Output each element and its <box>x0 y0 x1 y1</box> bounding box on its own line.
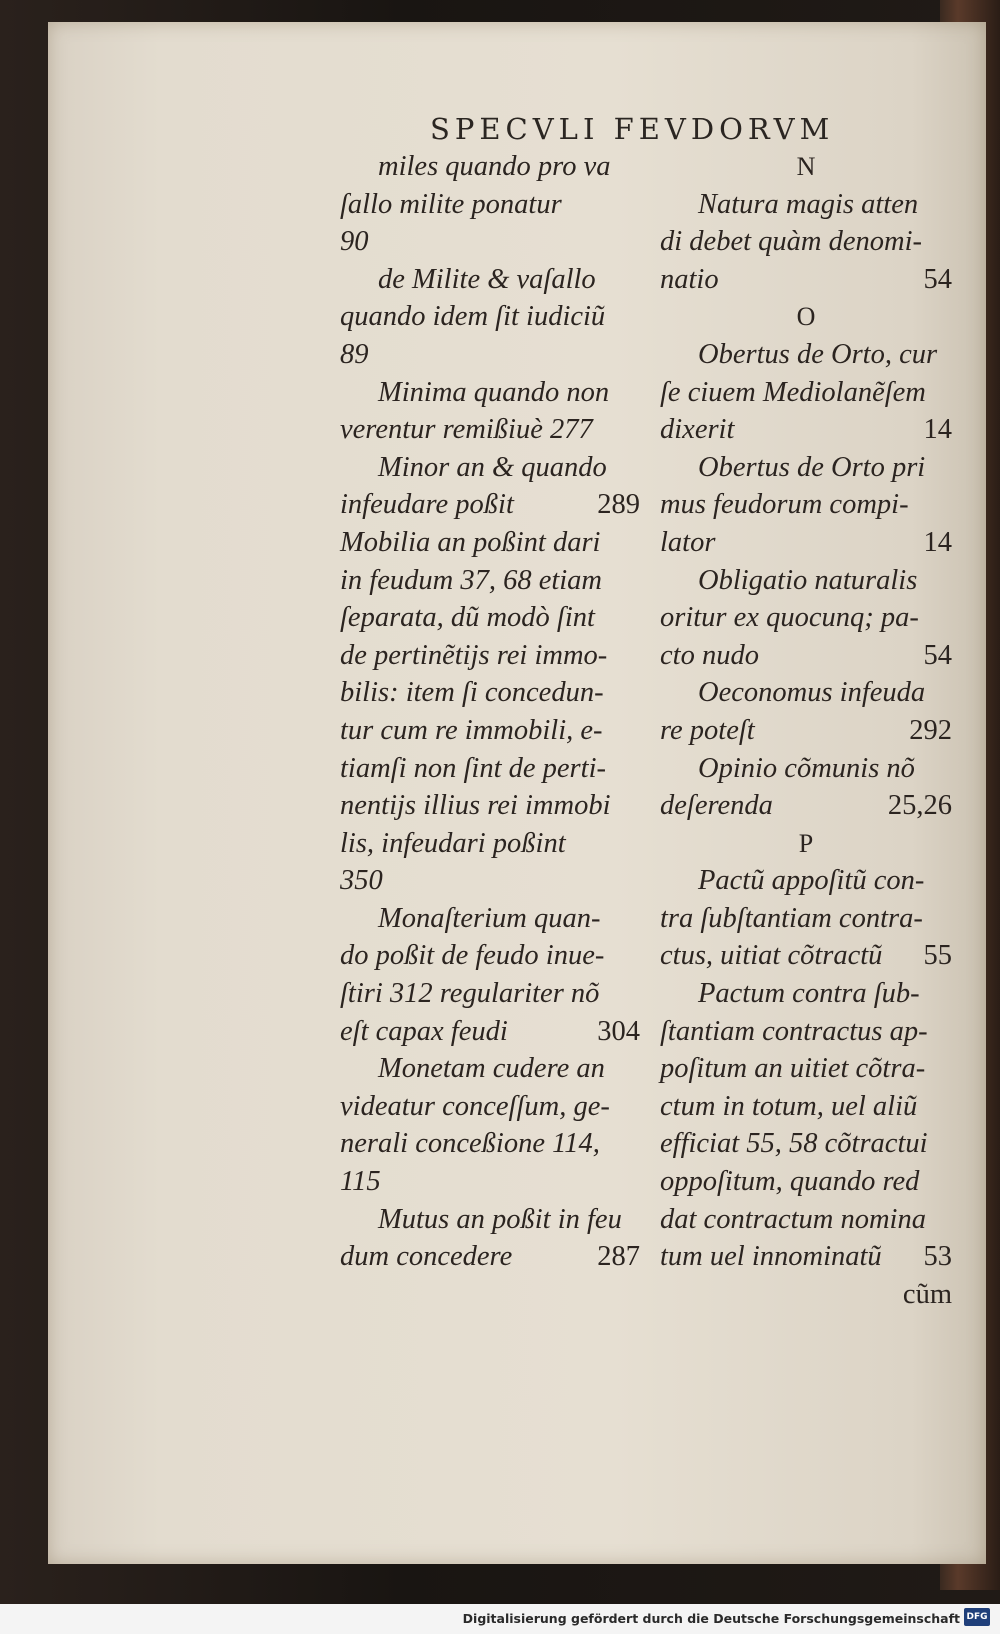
index-line <box>660 674 952 712</box>
index-line <box>340 449 640 487</box>
index-line-text: ſallo milite ponatur <box>340 188 562 220</box>
index-line-text: Mutus an poßit in feu <box>378 1203 622 1235</box>
index-line-text: ſe ciuem Mediolanẽſem <box>660 376 926 408</box>
index-line <box>340 1050 640 1088</box>
right-index-column <box>660 148 952 1313</box>
index-line-text: Minima quando non <box>378 376 610 408</box>
index-line <box>340 937 640 975</box>
index-line-text: Pactũ appoſitũ con- <box>698 865 925 897</box>
index-line-text: mus feudorum compi- <box>660 489 909 521</box>
index-line <box>340 524 640 562</box>
index-line-text: de pertinẽtijs rei immo- <box>340 639 608 671</box>
index-line-text: in feudum 37, 68 etiam <box>340 564 603 596</box>
index-line <box>340 261 640 299</box>
index-line-text: ſtantiam contractus ap- <box>660 1015 928 1047</box>
index-line <box>660 1276 952 1314</box>
index-line-text: infeudare poßit <box>340 489 514 521</box>
index-line-text: videatur conceſſum, ge- <box>340 1090 610 1122</box>
index-line-text: 89 <box>340 338 369 370</box>
index-line-text: lator <box>660 526 716 558</box>
page-reference: 14 <box>923 414 952 446</box>
index-line-text: P <box>798 828 814 858</box>
index-line-text: cto nudo <box>660 639 759 671</box>
index-line-text: do poßit de feudo inue- <box>340 940 605 972</box>
page-reference: 304 <box>597 1015 640 1047</box>
index-line <box>340 486 640 524</box>
page-reference: 54 <box>923 263 952 295</box>
running-title: SPECVLI FEVDORVM <box>430 112 835 146</box>
index-line <box>340 298 640 336</box>
section-letter <box>660 825 952 863</box>
index-line <box>340 900 640 938</box>
index-line <box>660 750 952 788</box>
index-line-text: deſerenda <box>660 790 773 822</box>
index-line <box>340 862 640 900</box>
index-line <box>660 637 952 675</box>
index-line <box>340 599 640 637</box>
index-line <box>340 1201 640 1239</box>
index-line-text: Oeconomus infeuda <box>698 677 926 709</box>
page-reference: 54 <box>923 639 952 671</box>
index-line-text: re poteſt <box>660 714 755 746</box>
footer-credit: Digitalisierung gefördert durch die Deutsche Forschungsgemeinschaft <box>462 1611 960 1626</box>
index-line <box>340 336 640 374</box>
section-letter <box>660 298 952 336</box>
index-line-text: Obligatio naturalis <box>698 564 918 596</box>
index-line-text: ſeparata, dũ modò ſint <box>340 602 595 634</box>
index-line <box>660 1238 952 1276</box>
index-line <box>660 862 952 900</box>
index-line-text: Pactum contra ſub- <box>698 978 920 1010</box>
index-line <box>340 787 640 825</box>
index-line-text: di debet quàm denomi- <box>660 226 922 258</box>
page-reference: 14 <box>923 526 952 558</box>
index-line-text: miles quando pro va <box>378 151 611 182</box>
index-line <box>340 674 640 712</box>
index-line <box>340 148 640 186</box>
index-line <box>340 1013 640 1051</box>
index-line-text: verentur remißiuè 277 <box>340 414 593 446</box>
page-reference: 292 <box>909 714 952 746</box>
page-reference: 25,26 <box>887 790 952 822</box>
index-line-text: Mobilia an poßint dari <box>340 526 601 558</box>
index-line <box>340 1125 640 1163</box>
index-line <box>340 1163 640 1201</box>
index-line <box>660 1125 952 1163</box>
index-line-text: ſtiri 312 regulariter nõ <box>340 978 600 1010</box>
page-reference: 289 <box>597 489 640 521</box>
index-line <box>660 712 952 750</box>
section-letter <box>660 148 952 186</box>
index-line-text: O <box>796 302 816 332</box>
index-line <box>660 1013 952 1051</box>
index-line-text: quando idem ſit iudiciũ <box>340 301 606 333</box>
page-reference: cũm <box>902 1278 952 1310</box>
index-line-text: dum concedere <box>340 1241 513 1273</box>
index-line-text: nentijs illius rei immobi <box>340 790 611 822</box>
index-line-text: 90 <box>340 226 369 258</box>
index-line <box>660 1050 952 1088</box>
index-line <box>660 900 952 938</box>
index-line <box>660 261 952 299</box>
index-line-text: nerali conceßione 114, <box>340 1128 600 1160</box>
index-line-text: tum uel innominatũ <box>660 1241 882 1273</box>
index-line-text: 115 <box>340 1166 381 1198</box>
index-line-text: oritur ex quocunq; pa- <box>660 602 919 634</box>
index-line <box>340 374 640 412</box>
index-line-text: de Milite & vaſallo <box>378 263 596 295</box>
index-line-text: lis, infeudari poßint <box>340 827 566 859</box>
index-line-text: N <box>796 152 816 181</box>
index-line-text: efficiat 55, 58 cõtractui <box>660 1128 928 1160</box>
index-line <box>340 1238 640 1276</box>
index-line-text: tiamſi non ſint de perti- <box>340 752 606 784</box>
index-line <box>660 562 952 600</box>
index-line-text: Monetam cudere an <box>378 1053 605 1085</box>
left-index-column <box>340 148 640 1276</box>
index-line <box>660 1088 952 1126</box>
index-line-text: eſt capax feudi <box>340 1015 508 1047</box>
dfg-logo: DFG <box>964 1608 990 1626</box>
index-line <box>660 411 952 449</box>
index-line-text: bilis: item ſi concedun- <box>340 677 604 709</box>
index-line-text: tur cum re immobili, e- <box>340 714 603 746</box>
index-line <box>660 524 952 562</box>
index-line <box>340 975 640 1013</box>
index-line <box>340 712 640 750</box>
page-reference: 55 <box>923 940 952 972</box>
index-line-text: oppoſitum, quando red <box>660 1166 920 1198</box>
index-line-text: tra ſubſtantiam contra- <box>660 902 923 934</box>
index-line-text: Natura magis atten <box>698 188 919 220</box>
index-line <box>660 1201 952 1239</box>
index-line <box>660 449 952 487</box>
index-line <box>660 336 952 374</box>
page-reference: 287 <box>597 1241 640 1273</box>
index-line <box>340 223 640 261</box>
page-reference: 53 <box>923 1241 952 1273</box>
index-line-text: ctum in totum, uel aliũ <box>660 1090 918 1122</box>
index-line-text: Opinio cõmunis nõ <box>698 752 915 784</box>
index-line <box>340 1088 640 1126</box>
index-line <box>660 486 952 524</box>
index-line-text: natio <box>660 263 719 295</box>
index-line-text: Minor an & quando <box>378 451 607 483</box>
index-line-text: Obertus de Orto pri <box>698 451 926 483</box>
index-line <box>340 750 640 788</box>
index-line-text: Obertus de Orto, cur <box>698 338 938 370</box>
index-line-text: Monaſterium quan- <box>378 902 601 934</box>
index-line-text: 350 <box>340 865 383 897</box>
index-line <box>660 223 952 261</box>
index-line <box>340 825 640 863</box>
index-line-text: dixerit <box>660 414 735 446</box>
index-line-text: ctus, uitiat cõtractũ <box>660 940 883 972</box>
index-line <box>660 975 952 1013</box>
index-line-text: poſitum an uitiet cõtra- <box>660 1053 926 1085</box>
index-line <box>340 637 640 675</box>
index-line <box>340 186 640 224</box>
index-line <box>660 186 952 224</box>
index-line <box>660 374 952 412</box>
index-line <box>660 1163 952 1201</box>
index-line <box>660 599 952 637</box>
index-line <box>660 787 952 825</box>
index-line <box>660 937 952 975</box>
index-line-text: dat contractum nomina <box>660 1203 926 1235</box>
index-line <box>340 562 640 600</box>
index-line <box>340 411 640 449</box>
